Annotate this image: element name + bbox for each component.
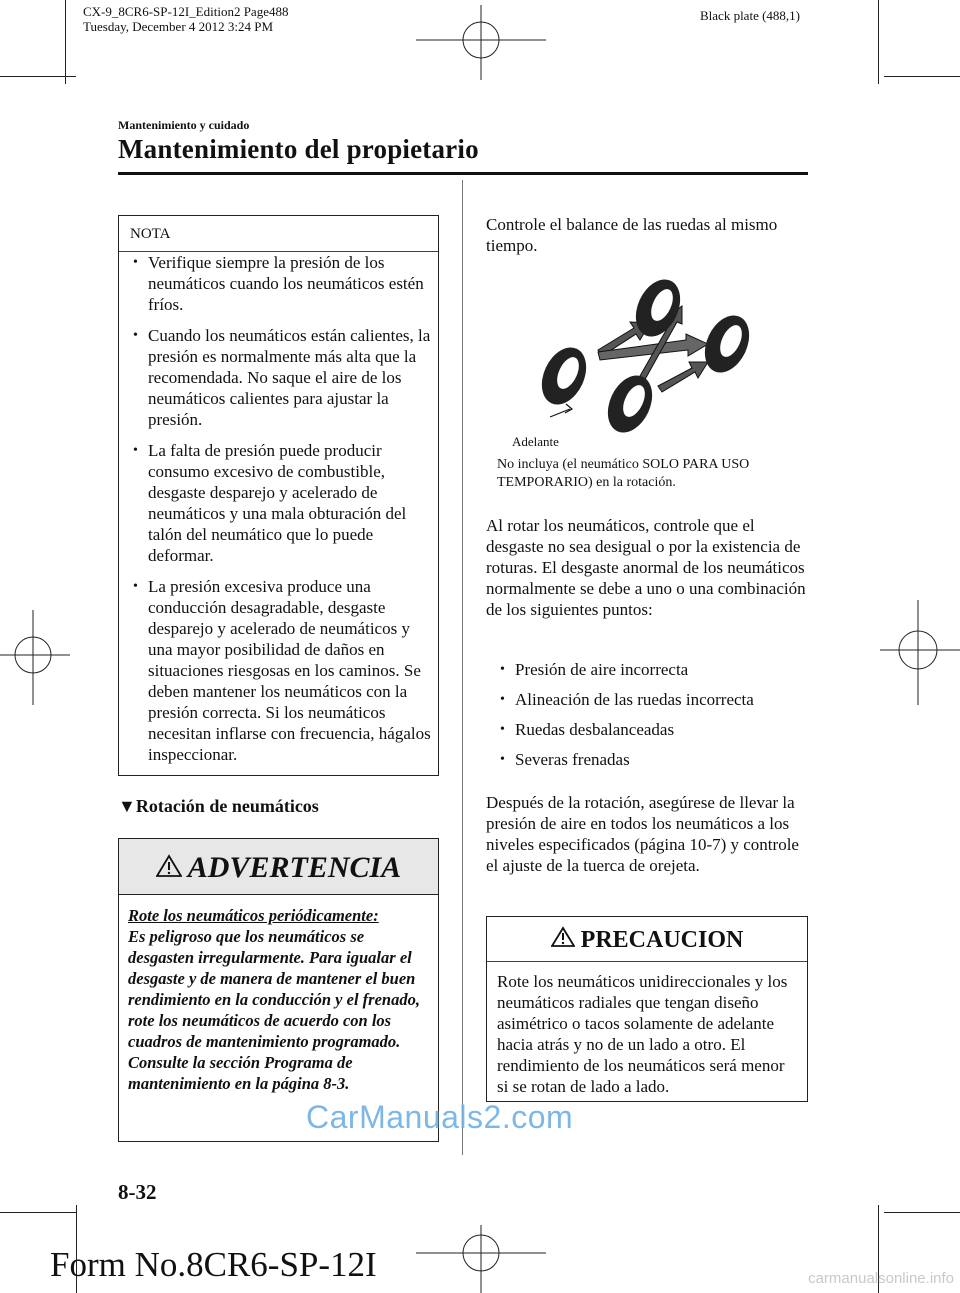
warning-triangle-icon (156, 854, 182, 878)
warning-body (119, 895, 438, 1094)
triangle-down-icon: ▼ (118, 796, 136, 816)
column-divider (462, 180, 463, 1155)
warning-title: ADVERTENCIA (187, 851, 402, 884)
note-box (118, 215, 439, 776)
list-item: • Ruedas desbalanceadas (486, 719, 808, 740)
warning-header (119, 839, 438, 895)
note-title: NOTA (119, 216, 438, 252)
cause-list (486, 659, 808, 770)
date-line: Tuesday, December 4 2012 3:24 PM (83, 19, 274, 34)
watermark-footer: carmanualsonline.info (808, 1270, 954, 1287)
crop-mark (878, 0, 879, 84)
watermark-logo: CarManuals2.com (306, 1099, 574, 1135)
page-title: Mantenimiento del propietario (118, 134, 479, 164)
precaution-body: Rote los neumáticos unidireccionales y los neumáticos radiales que tengan diseño asimétrico o tacos solamente de adelante hacia atrás y no de un lado a otro. El rendimiento de los neumáticos será menor si se rotan de lado a lado. (497, 972, 788, 1096)
list-item: • La falta de presión puede producir consumo excesivo de combustible, desgaste desparejo y acelerado de neumáticos y una mala obturación del talón del neumático que lo puede deformar. (119, 440, 438, 566)
registration-mark-left (0, 610, 70, 710)
tire-icon (533, 340, 595, 411)
list-item: • Alineación de las ruedas incorrecta (486, 689, 808, 710)
list-item: • Severas frenadas (486, 749, 808, 770)
warning-text: Es peligroso que los neumáticos se desgasten irregularmente. Para igualar el desgaste y de manera de mantener el buen rendimiento en la conducción y el frenado, rote los neumáticos de acuerdo con los cuadros de mantenimiento programado. (128, 927, 420, 1051)
crop-mark (0, 1212, 76, 1213)
crop-mark (65, 0, 66, 84)
tire-rotation-diagram (486, 268, 786, 448)
warning-triangle-icon (551, 926, 575, 948)
precaution-box (486, 916, 808, 1102)
registration-mark-top (416, 0, 546, 80)
file-line: CX-9_8CR6-SP-12I_Edition2 Page488 (83, 4, 289, 19)
note-list (119, 252, 438, 765)
precaution-title: PRECAUCION (580, 927, 744, 953)
warning-underlined: Rote los neumáticos periódicamente: (128, 906, 379, 925)
registration-mark-right (880, 600, 960, 710)
warning-box (118, 838, 439, 1142)
diagram-caption: No incluya (el neumático SOLO PARA USO TEMPORARIO) en la rotación. (497, 457, 750, 490)
forward-arrow-icon (550, 404, 572, 417)
precaution-header (487, 917, 807, 962)
warning-ref: Consulte la sección Programa de mantenimiento en la página 8-3. (128, 1053, 353, 1093)
wear-paragraph: Al rotar los neumáticos, controle que el desgaste no sea desigual o por la existencia de roturas. El desgaste anormal de los neumáticos normalmente se debe a uno o una combinación de los siguientes puntos: (486, 516, 806, 619)
page-number: 8-32 (118, 1180, 157, 1204)
title-rule (118, 172, 808, 175)
print-header (83, 4, 288, 34)
form-number: Form No.8CR6-SP-12I (50, 1245, 377, 1284)
diagram-label: Adelante (512, 434, 559, 449)
intro-text: Controle el balance de las ruedas al mismo tiempo. (486, 215, 778, 255)
list-item: • La presión excesiva produce una conducción desagradable, desgaste desparejo y acelerado de neumáticos y una mayor posibilidad de daños en situaciones riesgosas en los caminos. Se deben mantener los neumáticos con la presión correcta. Si los neumáticos necesitan inflarse con frecuencia, hágalos inspeccionar. (119, 576, 438, 765)
section-label: Mantenimiento y cuidado (118, 118, 250, 132)
crop-mark (884, 76, 960, 77)
rotation-heading-text: Rotación de neumáticos (135, 796, 319, 816)
registration-mark-bottom (416, 1225, 546, 1293)
plate-label: Black plate (488,1) (700, 8, 800, 23)
tire-icon (599, 368, 661, 439)
list-item: • Cuando los neumáticos están calientes, la presión es normalmente más alta que la recomendada. No saque el aire de los neumáticos calientes para ajustar la presión. (119, 325, 438, 430)
list-item: • Verifique siempre la presión de los neumáticos cuando los neumáticos estén fríos. (119, 252, 438, 315)
after-rotation-paragraph: Después de la rotación, asegúrese de llevar la presión de aire en todos los neumáticos a los niveles especificados (página 10-7) y controle el ajuste de la tuerca de orejeta. (486, 793, 799, 875)
rotation-heading (118, 796, 319, 817)
crop-mark (884, 1212, 960, 1213)
list-item: • Presión de aire incorrecta (486, 659, 808, 680)
